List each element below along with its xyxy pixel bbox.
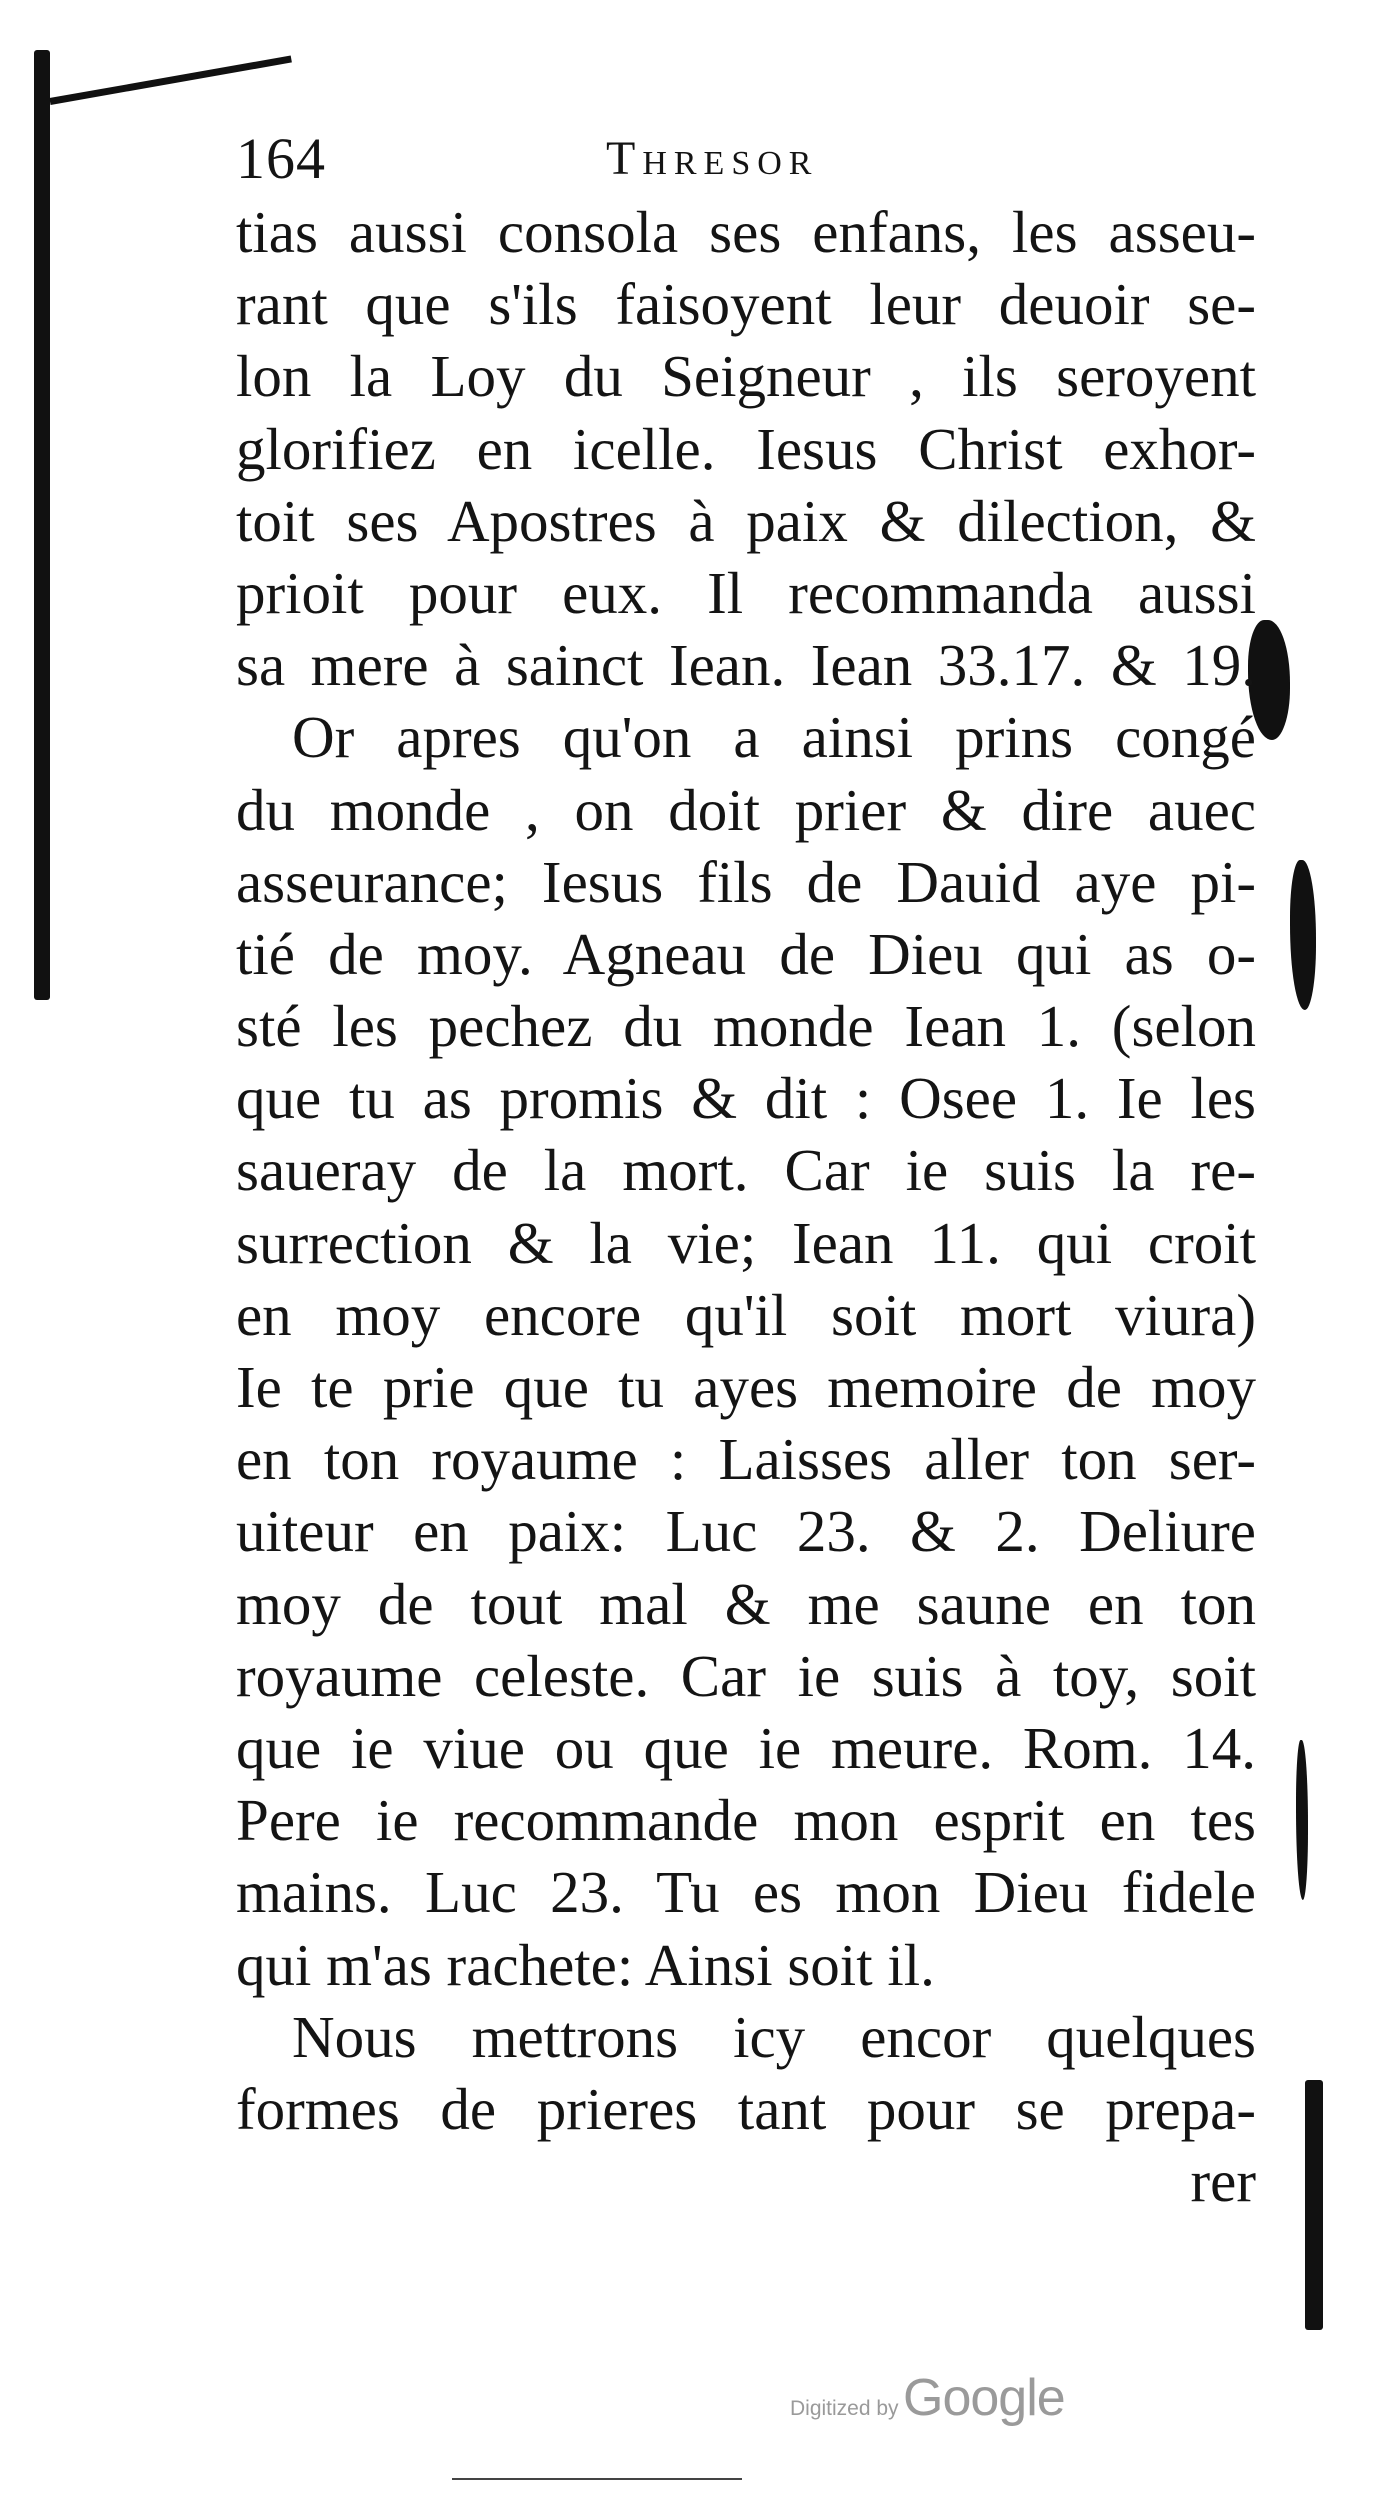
page-number: 164: [236, 126, 326, 191]
text-line: rant que s'ils faisoyent leur deuoir se-: [236, 271, 1256, 338]
google-logo: Google: [903, 2369, 1065, 2427]
text-line: formes de prieres tant pour se prepa-: [236, 2075, 1256, 2142]
text-line: tié de moy. Agneau de Dieu qui as o-: [236, 920, 1256, 987]
text-line: prioit pour eux. Il recommanda aussi: [236, 559, 1256, 626]
text-line: mains. Luc 23. Tu es mon Dieu fidele: [236, 1859, 1256, 1926]
scan-ink-blot: [1296, 1740, 1308, 1900]
text-line: toit ses Apostres à paix & dilection, &: [236, 487, 1256, 554]
text-line: glorifiez en icelle. Iesus Christ exhor-: [236, 415, 1256, 482]
text-line: du monde , on doit prier & dire auec: [236, 776, 1256, 843]
text-line: surrection & la vie; Iean 11. qui croit: [236, 1209, 1256, 1276]
text-line: sté les pechez du monde Iean 1. (selon: [236, 993, 1256, 1060]
watermark-prefix: Digitized by: [790, 2397, 899, 2420]
scan-ink-blot: [1290, 860, 1316, 1010]
text-line: uiteur en paix: Luc 23. & 2. Deliure: [236, 1498, 1256, 1565]
text-line: Pere ie recommande mon esprit en tes: [236, 1787, 1256, 1854]
digitized-watermark: [790, 2368, 1065, 2428]
text-line: qui m'as rachete: Ainsi soit il.: [236, 1931, 935, 1998]
running-title: Thresor: [606, 132, 819, 185]
catchword: rer: [1190, 2148, 1256, 2215]
text-line: tias aussi consola ses enfans, les asseu-: [236, 199, 1256, 265]
text-line: que ie viue ou que ie meure. Rom. 14.: [236, 1714, 1256, 1781]
text-line: en moy encore qu'il soit mort viura): [236, 1281, 1256, 1348]
scan-gutter-shadow: [34, 50, 50, 1000]
text-line: royaume celeste. Car ie suis à toy, soit: [236, 1642, 1256, 1709]
scan-gutter-stroke: [49, 56, 291, 105]
scan-edge-shadow: [1305, 2080, 1323, 2330]
text-line: en ton royaume : Laisses aller ton ser-: [236, 1426, 1256, 1493]
text-line: Nous mettrons icy encor quelques: [292, 2003, 1256, 2070]
body-text: [236, 196, 1256, 2217]
text-line: moy de tout mal & me saune en ton: [236, 1570, 1256, 1637]
text-line: sa mere à sainct Iean. Iean 33.17. & 19.: [236, 632, 1256, 699]
text-line: Or apres qu'on a ainsi prins congé: [292, 704, 1256, 771]
text-line: asseurance; Iesus fils de Dauid aye pi-: [236, 848, 1256, 915]
text-line: Ie te prie que tu ayes memoire de moy: [236, 1354, 1256, 1420]
text-line: lon la Loy du Seigneur , ils seroyent: [236, 343, 1256, 410]
text-line: saueray de la mort. Car ie suis la re-: [236, 1137, 1256, 1204]
scan-bottom-line: [452, 2478, 742, 2480]
page-header: [236, 125, 1256, 205]
text-line: que tu as promis & dit : Osee 1. Ie les: [236, 1065, 1256, 1132]
